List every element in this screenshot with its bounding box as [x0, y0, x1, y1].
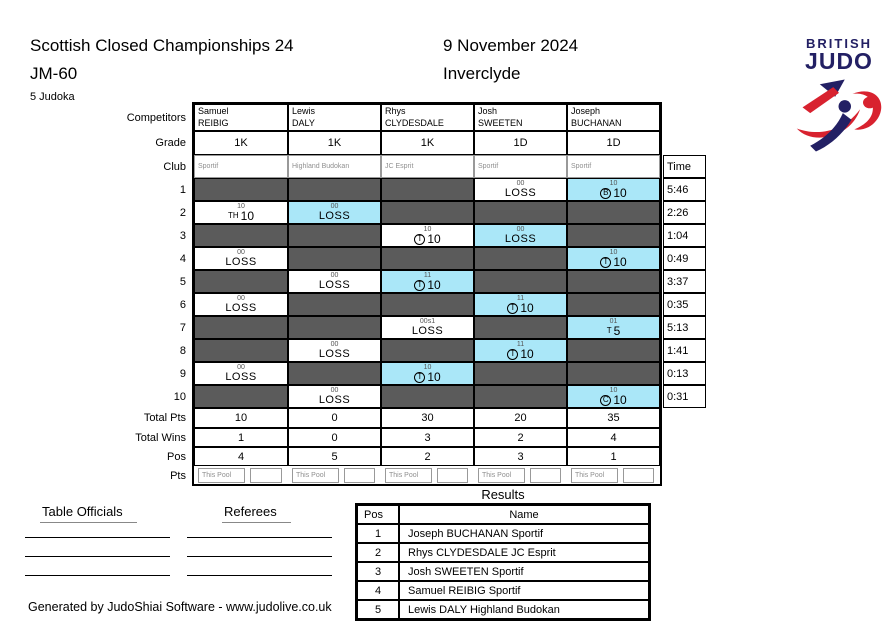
match-cell-unused	[474, 270, 567, 293]
result-name: Rhys CLYDESDALE JC Esprit	[399, 543, 649, 562]
british-judo-figure	[791, 76, 887, 154]
match-cell-unused	[194, 316, 288, 339]
match-time: 0:49	[663, 247, 706, 270]
club-1: Sportif	[194, 155, 288, 178]
match-time: 5:46	[663, 178, 706, 201]
competitor-name-1: Samuel REIBIG	[194, 104, 288, 131]
match-time: 0:35	[663, 293, 706, 316]
match-cell: 10 T 10	[381, 224, 474, 247]
row-label-pos: Pos	[167, 450, 186, 463]
result-pos: 2	[357, 543, 399, 562]
match-cell: 11 T 10	[381, 270, 474, 293]
match-cell-unused	[194, 178, 288, 201]
spacer	[660, 447, 706, 466]
match-time: 5:13	[663, 316, 706, 339]
match-cell: 10 TH 10	[194, 201, 288, 224]
result-row	[357, 543, 649, 562]
competitor-name-2: Lewis DALY	[288, 104, 381, 131]
match-cell-unused	[567, 201, 660, 224]
pts-cell-4	[474, 466, 567, 485]
total_wins-2: 0	[288, 428, 381, 447]
row-label-total_pts: Total Pts	[143, 412, 186, 424]
referees-signature-lines	[187, 519, 332, 576]
results-body	[357, 524, 649, 619]
technique-mark: T	[414, 234, 425, 245]
pos-4: 3	[474, 447, 567, 466]
club-2: Highland Budokan	[288, 155, 381, 178]
match-row-number: 8	[179, 344, 186, 357]
results-header-name: Name	[399, 505, 649, 524]
match-cell-unused	[288, 316, 381, 339]
match-cell-unused	[567, 270, 660, 293]
match-time: 0:13	[663, 362, 706, 385]
total_pts-3: 30	[381, 408, 474, 428]
page-title: Scottish Closed Championships 24	[30, 36, 294, 55]
signature-line	[187, 538, 332, 557]
match-cell: 00 LOSS	[474, 178, 567, 201]
pts-cell-5	[567, 466, 660, 485]
match-time: 3:37	[663, 270, 706, 293]
this-pool-box: This Pool	[478, 468, 525, 483]
signature-line	[25, 557, 170, 576]
match-cell-unused	[381, 385, 474, 408]
referees-label: Referees	[222, 504, 291, 523]
match-cell-unused	[288, 178, 381, 201]
result-pos: 4	[357, 581, 399, 600]
grade-1: 1K	[194, 131, 288, 155]
row-label-club: Club	[163, 160, 186, 173]
match-cell-unused	[381, 339, 474, 362]
pts-box	[344, 468, 375, 483]
result-pos: 1	[357, 524, 399, 543]
this-pool-box: This Pool	[198, 468, 245, 483]
this-pool-box: This Pool	[292, 468, 339, 483]
match-row-number: 6	[179, 298, 186, 311]
match-cell-unused	[194, 270, 288, 293]
result-row	[357, 562, 649, 581]
result-name: Lewis DALY Highland Budokan	[399, 600, 649, 619]
total_wins-5: 4	[567, 428, 660, 447]
match-cell-unused	[288, 247, 381, 270]
pos-2: 5	[288, 447, 381, 466]
match-cell-unused	[194, 339, 288, 362]
spacer	[660, 408, 706, 428]
match-cell: 00 LOSS	[474, 224, 567, 247]
result-name: Josh SWEETEN Sportif	[399, 562, 649, 581]
signature-line	[187, 519, 332, 538]
event-location: Inverclyde	[443, 64, 521, 83]
match-cell-unused	[567, 339, 660, 362]
results-table	[355, 503, 651, 621]
result-row	[357, 524, 649, 543]
match-cell-unused	[288, 224, 381, 247]
this-pool-box: This Pool	[571, 468, 618, 483]
match-cell-unused	[194, 224, 288, 247]
match-cell: 00 LOSS	[288, 201, 381, 224]
judoka-count: 5 Judoka	[30, 91, 75, 103]
total_wins-1: 1	[194, 428, 288, 447]
grade-2: 1K	[288, 131, 381, 155]
pts-cell-3	[381, 466, 474, 485]
row-label-pts: Pts	[170, 469, 186, 482]
grade-3: 1K	[381, 131, 474, 155]
match-time: 1:04	[663, 224, 706, 247]
match-cell-unused	[381, 201, 474, 224]
match-cell-unused	[288, 362, 381, 385]
match-cell: 00s1 LOSS	[381, 316, 474, 339]
match-row-number: 5	[179, 275, 186, 288]
results-header-pos: Pos	[357, 505, 399, 524]
technique-mark: C	[600, 395, 611, 406]
event-date: 9 November 2024	[443, 36, 579, 55]
match-row-number: 4	[179, 252, 186, 265]
result-row	[357, 581, 649, 600]
match-cell-unused	[567, 293, 660, 316]
logo-text-judo: JUDO	[805, 48, 873, 74]
generator-footer: Generated by JudoShiai Software - www.judolive.co.uk	[28, 600, 332, 614]
match-cell-unused	[381, 178, 474, 201]
match-cell-unused	[474, 385, 567, 408]
technique-mark: B	[600, 188, 611, 199]
result-name: Samuel REIBIG Sportif	[399, 581, 649, 600]
spacer	[660, 466, 706, 485]
pts-cell-1	[194, 466, 288, 485]
match-time: 0:31	[663, 385, 706, 408]
pts-box	[250, 468, 282, 483]
match-row-number: 1	[179, 183, 186, 196]
match-cell: 00 LOSS	[288, 339, 381, 362]
match-time: 1:41	[663, 339, 706, 362]
results-title: Results	[481, 487, 525, 502]
match-cell-unused	[288, 293, 381, 316]
match-cell: 00 LOSS	[194, 362, 288, 385]
row-label-total_wins: Total Wins	[135, 431, 186, 444]
competitor-name-3: Rhys CLYDESDALE	[381, 104, 474, 131]
pts-cell-2	[288, 466, 381, 485]
total_pts-1: 10	[194, 408, 288, 428]
logo-text-british: BRITISH	[806, 36, 872, 51]
match-cell-unused	[567, 224, 660, 247]
signature-line	[25, 519, 170, 538]
grade-4: 1D	[474, 131, 567, 155]
club-3: JC Esprit	[381, 155, 474, 178]
match-cell-unused	[474, 316, 567, 339]
row-label-competitors: Competitors	[126, 111, 186, 124]
match-row-number: 7	[179, 321, 186, 334]
pts-box	[530, 468, 561, 483]
total_wins-3: 3	[381, 428, 474, 447]
pos-3: 2	[381, 447, 474, 466]
british-judo-logo	[786, 36, 891, 159]
result-name: Joseph BUCHANAN Sportif	[399, 524, 649, 543]
pool-grid	[126, 104, 706, 485]
match-cell: 10 C 10	[567, 385, 660, 408]
match-cell-unused	[474, 247, 567, 270]
match-cell: 00 LOSS	[288, 270, 381, 293]
technique-mark: T	[507, 303, 518, 314]
match-cell: 01 T 5	[567, 316, 660, 339]
match-row-number: 2	[179, 206, 186, 219]
match-cell-unused	[474, 201, 567, 224]
technique-mark: T	[414, 372, 425, 383]
spacer	[660, 131, 706, 155]
technique-mark: T	[507, 349, 518, 360]
match-cell: 00 LOSS	[194, 293, 288, 316]
match-time: 2:26	[663, 201, 706, 224]
total_pts-5: 35	[567, 408, 660, 428]
signature-line	[25, 538, 170, 557]
total_pts-4: 20	[474, 408, 567, 428]
technique-mark: T	[414, 280, 425, 291]
pos-5: 1	[567, 447, 660, 466]
match-cell: 10 T 10	[567, 247, 660, 270]
match-row-number: 3	[179, 229, 186, 242]
match-row-number: 9	[179, 367, 186, 380]
match-cell: 00 LOSS	[288, 385, 381, 408]
table-officials-signature-lines	[25, 519, 170, 576]
match-cell-unused	[381, 293, 474, 316]
grade-5: 1D	[567, 131, 660, 155]
spacer	[660, 104, 706, 131]
technique-mark: T	[600, 257, 611, 268]
competitor-name-4: Josh SWEETEN	[474, 104, 567, 131]
club-5: Sportif	[567, 155, 660, 178]
time-column-header: Time	[663, 155, 706, 178]
this-pool-box: This Pool	[385, 468, 432, 483]
pts-box	[437, 468, 468, 483]
total_pts-2: 0	[288, 408, 381, 428]
match-cell-unused	[474, 362, 567, 385]
competitor-name-5: Joseph BUCHANAN	[567, 104, 660, 131]
match-cell: 11 T 10	[474, 339, 567, 362]
table-officials-label: Table Officials	[40, 504, 137, 523]
results-header-row	[357, 505, 649, 524]
result-pos: 3	[357, 562, 399, 581]
match-cell-unused	[381, 247, 474, 270]
technique-mark: TH	[227, 211, 239, 220]
row-label-grade: Grade	[155, 137, 186, 149]
club-4: Sportif	[474, 155, 567, 178]
match-cell: 00 LOSS	[194, 247, 288, 270]
result-row	[357, 600, 649, 619]
match-cell: 10 T 10	[381, 362, 474, 385]
technique-mark: T	[606, 326, 612, 335]
pts-box	[623, 468, 654, 483]
category-label: JM-60	[30, 64, 78, 83]
signature-line	[187, 557, 332, 576]
spacer	[660, 428, 706, 447]
total_wins-4: 2	[474, 428, 567, 447]
match-cell-unused	[194, 385, 288, 408]
match-cell: 11 T 10	[474, 293, 567, 316]
match-cell: 10 B 10	[567, 178, 660, 201]
match-cell-unused	[567, 362, 660, 385]
pos-1: 4	[194, 447, 288, 466]
match-row-number: 10	[173, 390, 186, 403]
result-pos: 5	[357, 600, 399, 619]
